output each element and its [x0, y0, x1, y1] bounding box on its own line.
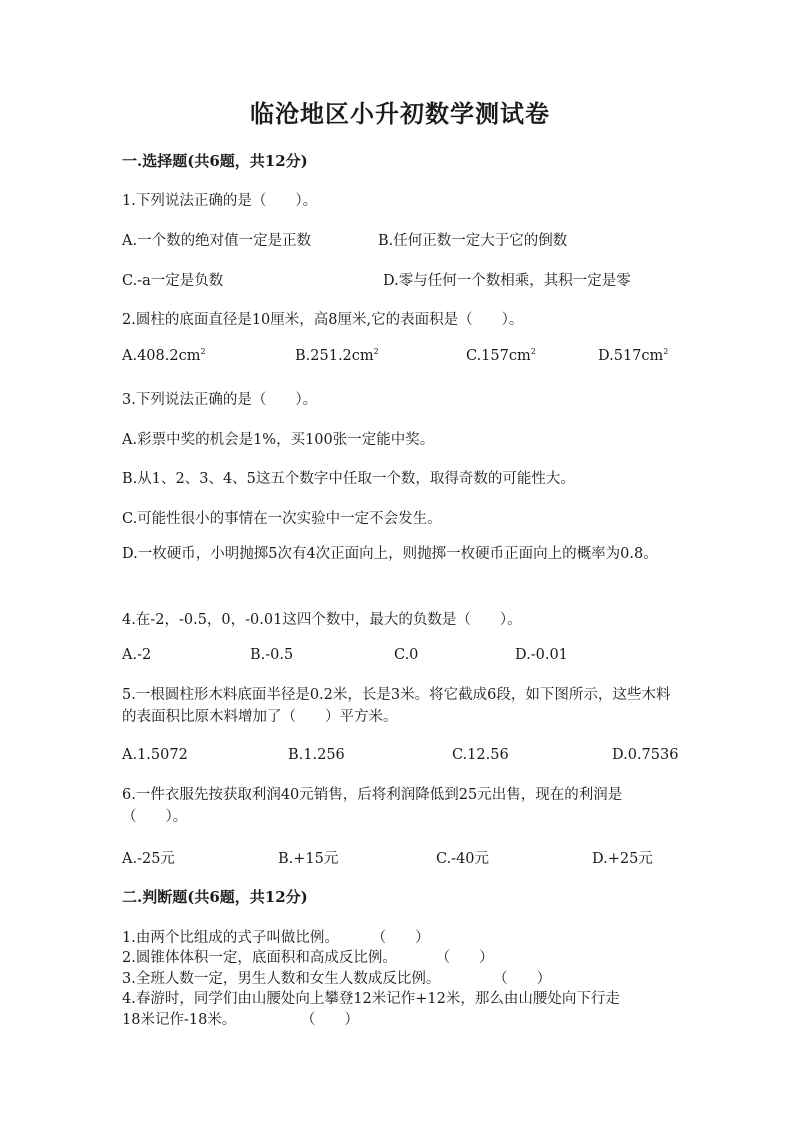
option-b: B.+15元: [278, 851, 339, 867]
judgement-item-continuation: 18米记作-18米。: [122, 1012, 237, 1028]
section-heading-choice: 一.选择题(共6题，共12分): [122, 152, 308, 170]
option-d: D.+25元: [592, 851, 653, 867]
option-d: D.-0.01: [515, 647, 568, 663]
option-a: A.-25元: [122, 851, 175, 867]
judgement-item: 4.春游时，同学们由山腰处向上攀登12米记作+12米，那么由山腰处向下行走: [122, 991, 620, 1007]
option-c: C.12.56: [452, 747, 509, 763]
option-b: B.任何正数一定大于它的倒数: [378, 233, 568, 249]
option-b: B.从1、2、3、4、5这五个数字中任取一个数，取得奇数的可能性大。: [122, 471, 575, 487]
page-title: 临沧地区小升初数学测试卷: [250, 99, 550, 128]
judgement-item: 2.圆锥体体积一定，底面积和高成反比例。 （ ）: [122, 950, 494, 966]
option-d: $D.517cm^2$: [598, 347, 669, 364]
option-b: $B.251.2cm^2$: [295, 347, 379, 364]
option-d: D.一枚硬币，小明抛掷5次有4次正面向上，则抛掷一枚硬币正面向上的概率为0.8。: [122, 546, 658, 562]
question-stem: 6.一件衣服先按获取利润40元销售，后将利润降低到25元出售，现在的利润是（ ）。: [122, 787, 623, 825]
option-d: D.零与任何一个数相乘，其积一定是零: [383, 273, 631, 289]
option-c: C.-a一定是负数: [122, 273, 224, 289]
option-b: B.-0.5: [250, 647, 294, 663]
option-c: C.可能性很小的事情在一次实验中一定不会发生。: [122, 511, 442, 527]
option-b: B.1.256: [288, 747, 345, 763]
judgement-item: 3.全班人数一定，男生人数和女生人数成反比例。 （ ）: [122, 971, 552, 987]
option-c: C.-40元: [436, 851, 490, 867]
option-c: C.0: [394, 647, 419, 663]
question-stem: 5.一根圆柱形木料底面半径是0.2米，长是3米。将它截成6段，如下图所示，这些木料的表面积比原木料增加了（ ）平方米。: [122, 687, 671, 725]
judgement-blank-line: 18米记作-18米。 （ ）: [122, 1012, 359, 1028]
question-stem: 3.下列说法正确的是（ ）。: [122, 392, 318, 408]
judgement-item: 1.由两个比组成的式子叫做比例。 （ ）: [122, 930, 430, 946]
option-c: $C.157cm^2$: [466, 347, 536, 364]
option-a: A.一个数的绝对值一定是正数: [122, 233, 312, 249]
section-heading-judgement: 二.判断题(共6题，共12分): [122, 888, 308, 906]
option-a: A.1.5072: [122, 747, 188, 763]
option-a: A.彩票中奖的机会是1%，买100张一定能中奖。: [122, 432, 435, 448]
question-stem: 2.圆柱的底面直径是10厘米，高8厘米,它的表面积是（ ）。: [122, 312, 524, 328]
question-stem: 4.在-2，-0.5，0，-0.01这四个数中，最大的负数是（ ）。: [122, 612, 522, 628]
option-d: D.0.7536: [612, 747, 679, 763]
option-a: $A.408.2cm^2$: [122, 347, 206, 364]
option-a: A.-2: [122, 647, 152, 663]
question-stem: 1.下列说法正确的是（ ）。: [122, 193, 318, 209]
